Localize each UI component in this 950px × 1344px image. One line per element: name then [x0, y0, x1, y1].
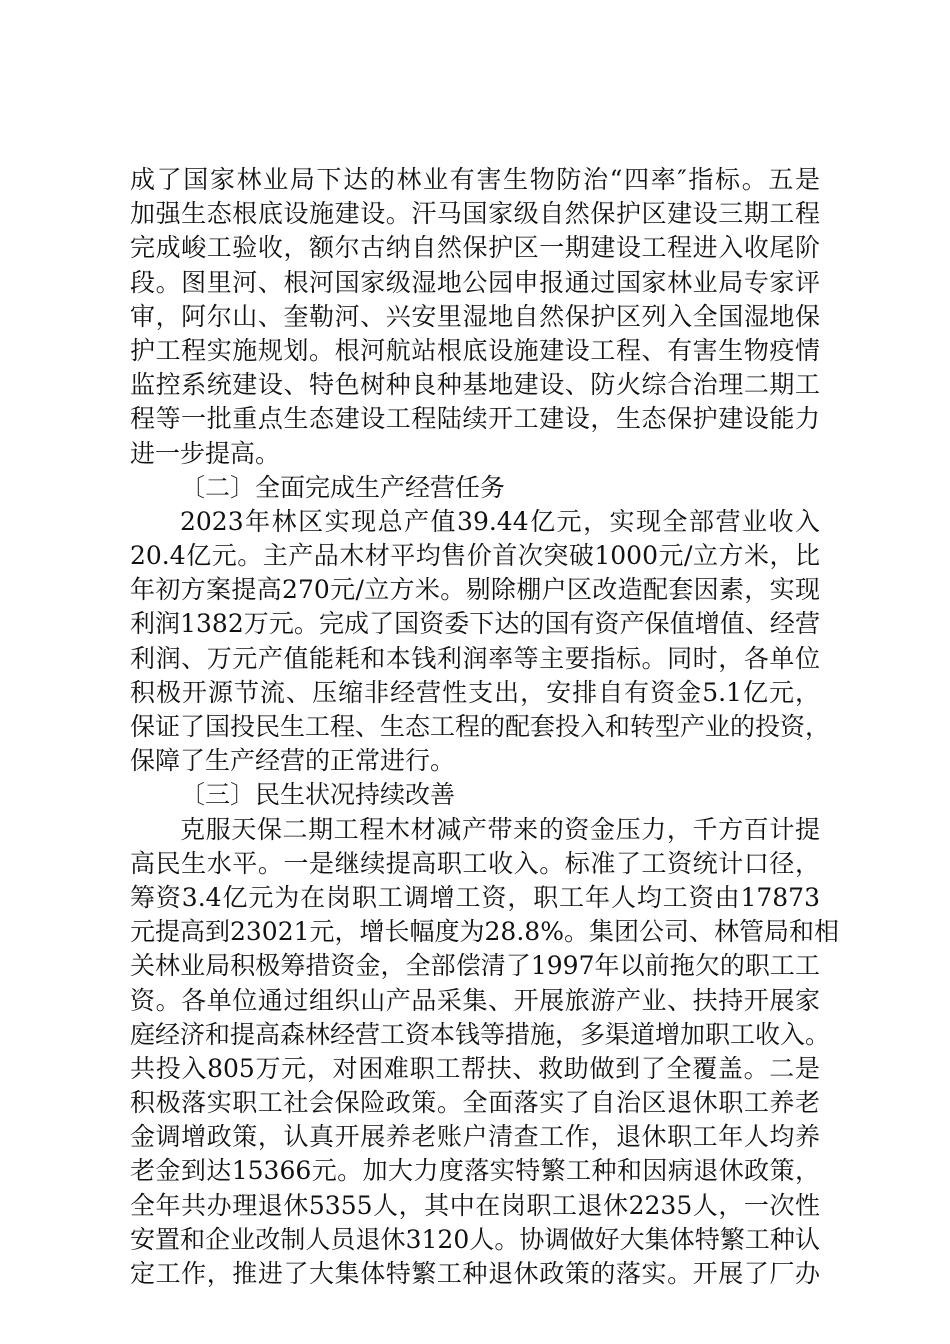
text-line: 庭经济和提高森林经营工资本钱等措施，多渠道增加职工收入。	[130, 1019, 831, 1049]
text-line: 共投入805万元，对困难职工帮扶、救助做到了全覆盖。二是	[130, 1053, 820, 1083]
document-body-text	[130, 163, 839, 1291]
text-line: 安置和企业改制人员退休3120人。协调做好大集体特繁工种认	[130, 1224, 820, 1254]
text-line: 保障了生产经营的正常进行。	[130, 746, 456, 776]
text-line: 进一步提高。	[130, 438, 281, 468]
text-line: 护工程实施规划。根河航站根底设施建设工程、有害生物疫情	[130, 335, 820, 365]
text-line: 关林业局积极筹措资金，全部偿清了1997年以前拖欠的职工工	[130, 951, 820, 981]
text-line: 成了国家林业局下达的林业有害生物防治“四率″指标。五是	[130, 165, 820, 194]
text-line: 老金到达15366元。加大力度落实特繁工种和因病退休政策，	[130, 1156, 820, 1186]
text-line: 审，阿尔山、奎勒河、兴安里湿地自然保护区列入全国湿地保	[130, 301, 820, 331]
text-line: 保证了国投民生工程、生态工程的配套投入和转型产业的投资，	[130, 712, 831, 741]
text-line: 2023年林区实现总产值39.44亿元，实现全部营业收入	[180, 506, 820, 536]
text-line: 金调增政策，认真开展养老账户清查工作，退休职工年人均养	[130, 1122, 820, 1152]
text-line: 〔三〕民生状况持续改善	[180, 780, 456, 810]
text-line: 利润1382万元。完成了国资委下达的国有资产保值增值、经营	[130, 609, 820, 639]
text-line: 克服天保二期工程木材减产带来的资金压力，千方百计提	[180, 814, 820, 844]
text-line: 定工作，推进了大集体特繁工种退休政策的落实。开展了厂办	[130, 1259, 820, 1288]
text-line: 高民生水平。一是继续提高职工收入。标准了工资统计口径，	[130, 848, 820, 878]
text-line: 筹资3.4亿元为在岗职工调增工资，职工年人均工资由17873	[130, 882, 820, 912]
text-line: 资。各单位通过组织山产品采集、开展旅游产业、扶持开展家	[130, 985, 820, 1015]
text-line: 全年共办理退休5355人，其中在岗职工退休2235人，一次性	[130, 1190, 820, 1220]
text-line: 监控系统建设、特色树种良种基地建设、防火综合治理二期工	[130, 370, 820, 400]
text-line: 加强生态根底设施建设。汗马国家级自然保护区建设三期工程	[130, 199, 820, 229]
text-line: 完成峻工验收，额尔古纳自然保护区一期建设工程进入收尾阶	[130, 233, 820, 263]
text-line: 利润、万元产值能耗和本钱利润率等主要指标。同时，各单位	[130, 643, 820, 673]
text-line: 20.4亿元。主产品木材平均售价首次突破1000元/立方米，比	[130, 541, 820, 571]
text-line: 年初方案提高270元/立方米。剔除棚户区改造配套因素，实现	[130, 575, 820, 605]
text-line: 积极开源节流、压缩非经营性支出，安排自有资金5.1亿元，	[130, 677, 820, 707]
text-line: 〔二〕全面完成生产经营任务	[180, 472, 506, 502]
text-line: 程等一批重点生态建设工程陆续开工建设，生态保护建设能力	[130, 404, 820, 434]
text-line: 段。图里河、根河国家级湿地公园申报通过国家林业局专家评	[130, 267, 820, 297]
text-line: 元提高到23021元，增长幅度为28.8%。集团公司、林管局和相	[130, 917, 839, 947]
text-line: 积极落实职工社会保险政策。全面落实了自治区退休职工养老	[130, 1088, 820, 1118]
